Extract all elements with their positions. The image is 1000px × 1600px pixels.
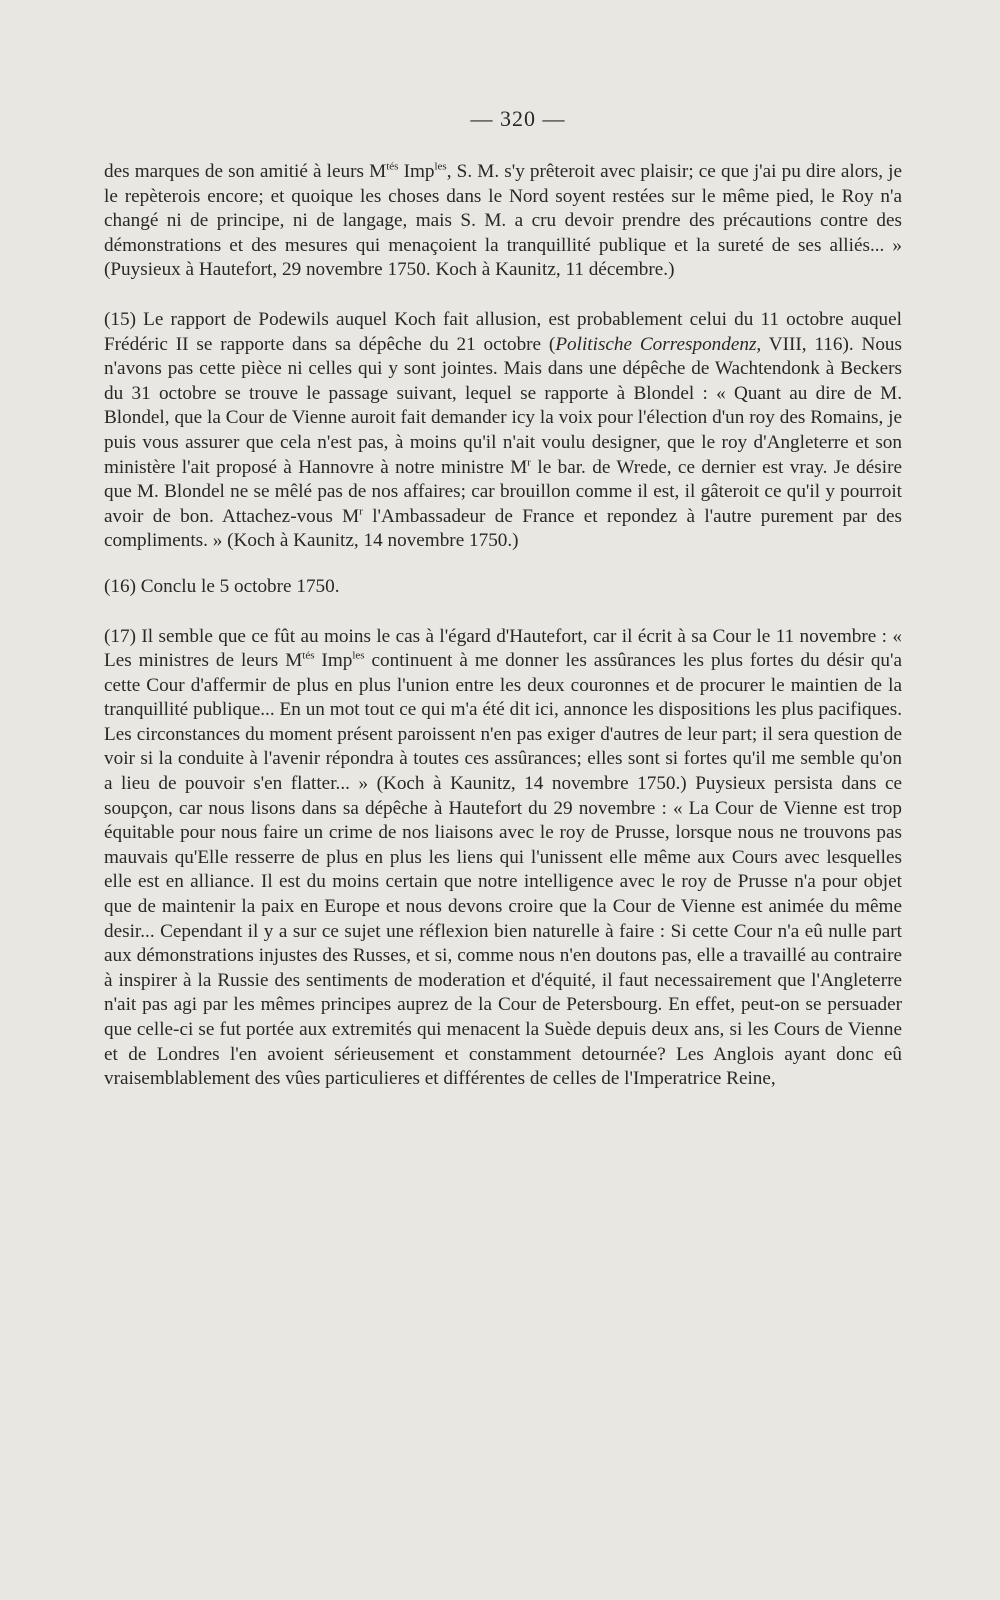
superscript-abbrev: r <box>527 456 531 469</box>
text-segment: continuent à me donner les assûrances les plus fortes du désir qu'a cette Cour d'affermir de plus en plus l'union entre les deux couronnes et de procurer le maintien de la tranquillité publique... En un mot tout ce qui m'a été dit ici, annonce les dispositions les plus pacifiques. Les circonstances du moment présent paroissent n'en pas exiger d'autres de leur part; il sera question de voir si la conduite à l'avenir répondra à toutes ces assûrances; elles sont si fortes qu'il me semble qu'on a lieu de pouvoir s'en flatter... » (Koch à Kaunitz, 14 novembre 1750.) Puysieux persista dans ce soupçon, car nous lisons dans sa dépêche à Hautefort du 29 novembre : « La Cour de Vienne est trop équitable pour nous faire un crime de nos liaisons avec le roy de Prusse, lorsque nous ne trouvons pas mauvais qu'Elle resserre de plus en plus les liens qui l'unissent elle même aux Cours avec lesquelles elle est en alliance. Il est du moins certain que notre intelligence avec le roy de Prusse n'a pour objet que de maintenir la paix en Europe et nous devons croire que la Cour de Vienne est animée du même desir... Cependant il y a sur ce sujet une réflexion bien naturelle à faire : Si cette Cour n'a eû nulle part aux démonstrations injustes des Russes, et si, comme nous n'en doutons pas, elle a travaillé au contraire à inspirer à la Russie des sentiments de moderation et d'équité, il faut necessairement que l'Angleterre n'ait pas agi par les mêmes principes auprez de la Cour de Petersbourg. En effet, peut-on se persuader que celle-ci se fut portée aux extremités qui menacent la Suède depuis deux ans, si les Cours de Vienne et de Londres l'en avoient sérieusement et constamment detournée? Les Anglois ayant donc eû vraisemblablement des vûes particulieres et différentes de celles de l'Imperatrice Reine, <box>104 650 902 1090</box>
paragraph-gap <box>104 283 902 308</box>
paragraph-gap <box>104 554 902 575</box>
footnote-16 <box>104 575 902 600</box>
page-number: — 320 — <box>470 106 566 131</box>
text-segment: , S. M. s'y prêteroit avec plaisir; ce que j'ai pu dire alors, je le repèterois encore; et quoique les choses dans le Nord soyent restées sur le même pied, le Roy n'a changé ni de principe, ni de langage, mais S. M. a cru devoir prendre des précautions contre des démonstrations et des mesures qui menaçoient la tranquillité publique et la sureté de ses alliés... » (Puysieux à Hautefort, 29 novembre 1750. Koch à Kaunitz, 11 décembre.) <box>104 161 902 281</box>
text-segment: VIII, 116). Nous n'avons pas cette pièce ni celles qui y sont jointes. Mais dans une dépêche de Wachtendonk à Beckers du 31 octobre se trouve le passage suivant, lequel se rapporte à Blondel : « Quant au dire de M. Blondel, que la Cour de Vienne auroit fait demander icy la voix pour l'élection d'un roy des Romains, je puis vous assurer que cela n'est pas, à moins qu'il n'ait voulu designer, que le roy d'Angleterre et son ministère l'ait proposé à Hannovre à notre ministre M <box>104 333 902 478</box>
superscript-abbrev: tés <box>386 160 399 173</box>
text-segment: Imp <box>398 161 435 182</box>
text-segment: des marques de son amitié à leurs M <box>104 161 387 182</box>
text-segment: le bar. de Wrede, ce dernier est vray. Je désire que M. Blondel ne se mêlé pas de nos affaires; car brouillon comme il est, il gâteroit ce qu'il y pourroit avoir de bon. Attachez-vous M <box>104 456 902 527</box>
superscript-abbrev: r <box>359 505 363 518</box>
footnote-17 <box>104 625 902 1092</box>
text-segment: (15) Le rapport de Podewils auquel Koch fait allusion, est probablement celui du 11 octobre auquel Frédéric II se rapporte dans sa dépêche du 21 octobre ( <box>104 308 902 355</box>
text-segment: (17) Il semble que ce fût au moins le cas à l'égard d'Hautefort, car il écrit à sa Cour le 11 novembre : « Les ministres de leurs M <box>104 625 902 672</box>
footnote-15 <box>104 308 902 554</box>
italic-title: Politische Correspondenz, <box>555 333 762 355</box>
text-segment: (16) Conclu le 5 octobre 1750. <box>104 575 340 597</box>
paragraph-gap <box>104 600 902 625</box>
superscript-abbrev: les <box>434 160 447 173</box>
text-segment: Imp <box>314 650 353 672</box>
text-segment: l'Ambassadeur de France et repondez à l'autre purement par des compliments. » (Koch à Kaunitz, 14 novembre 1750.) <box>104 505 902 552</box>
superscript-abbrev: tés <box>302 649 315 662</box>
paragraph-continuation <box>104 160 902 283</box>
superscript-abbrev: les <box>352 649 365 662</box>
